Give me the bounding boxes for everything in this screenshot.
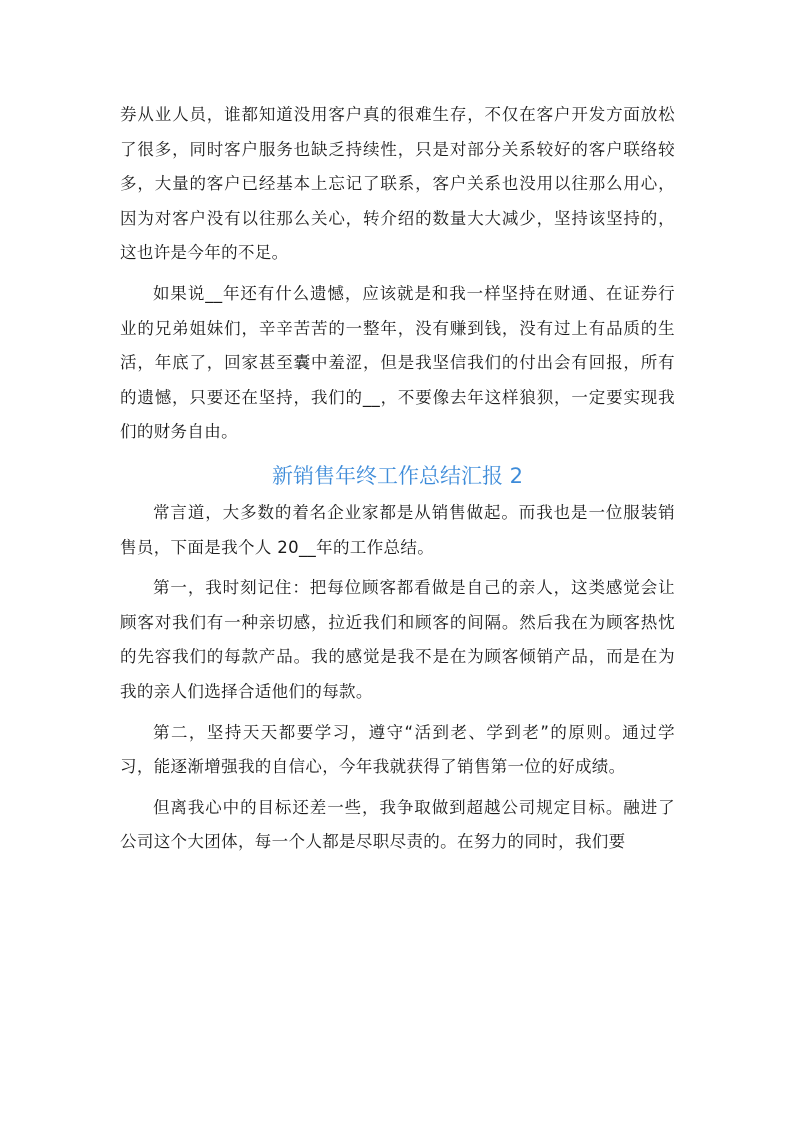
paragraph: 第二，坚持天天都要学习，遵守“活到老、学到老”的原则。通过学习，能逐渐增强我的自信心，今年我就获得了销售第一位的好成绩。 xyxy=(120,722,675,777)
paragraph: 第一，我时刻记住：把每位顾客都看做是自己的亲人，这类感觉会让顾客对我们有一种亲切感，拉近我们和顾客的间隔。然后我在为顾客热忱的先容我们的每款产品。我的感觉是我不是在为顾客倾销产品，而是在为我的亲人们选择合适他们的每款。 xyxy=(120,578,675,701)
paragraph: 常言道，大多数的着名企业家都是从销售做起。而我也是一位服装销售员，下面是我个人 20__年的工作总结。 xyxy=(120,502,675,557)
paragraph: 但离我心中的目标还差一些，我争取做到超越公司规定目标。融进了公司这个大团体，每一个人都是尽职尽责的。在努力的同时，我们要 xyxy=(120,797,675,852)
section-heading: 新销售年终工作总结汇报 2 xyxy=(271,463,524,488)
paragraph: 如果说__年还有什么遗憾，应该就是和我一样坚持在财通、在证券行业的兄弟姐妹们，辛辛苦苦的一整年，没有赚到钱，没有过上有品质的生活，年底了，回家甚至囊中羞涩，但是我坚信我们的付出会有回报，所有的遗憾，只要还在坚持，我们的__，不要像去年这样狼狈，一定要实现我们的财务自由。 xyxy=(120,283,675,442)
document-body xyxy=(120,98,675,866)
paragraph: 券从业人员，谁都知道没用客户真的很难生存，不仅在客户开发方面放松了很多，同时客户服务也缺乏持续性，只是对部分关系较好的客户联络较多，大量的客户已经基本上忘记了联系，客户关系也没用以往那么用心，因为对客户没有以往那么关心，转介绍的数量大大减少，坚持该坚持的，这也许是今年的不足。 xyxy=(120,105,675,263)
